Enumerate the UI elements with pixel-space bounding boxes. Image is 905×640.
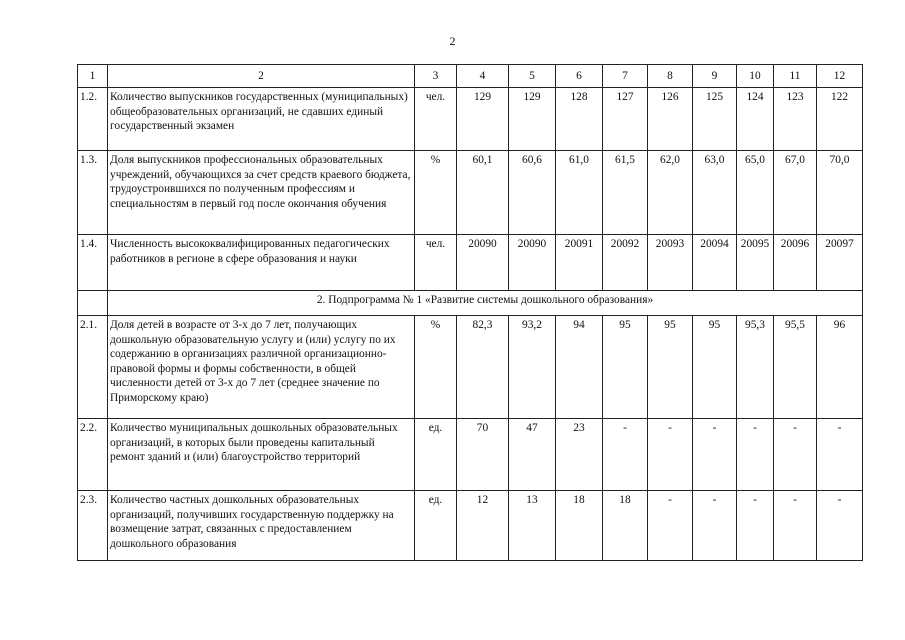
value-cell: - — [693, 491, 737, 561]
value-cell: - — [648, 491, 693, 561]
row-description: Доля выпускников профессиональных образовательных учреждений, обучающихся за счет средств краевого бюджета, трудоустроившихся по полученным профессиям и специальностям в первый год после окончания обучения — [108, 151, 415, 235]
value-cell: - — [737, 491, 774, 561]
indicators-table — [77, 64, 863, 561]
section-number-cell — [78, 291, 108, 316]
value-cell: 123 — [774, 88, 817, 151]
header-cell: 1 — [78, 65, 108, 88]
value-cell: 67,0 — [774, 151, 817, 235]
value-cell: 93,2 — [509, 316, 556, 419]
value-cell: 125 — [693, 88, 737, 151]
row-number: 1.2. — [78, 88, 108, 151]
value-cell: 61,0 — [556, 151, 603, 235]
page-number: 2 — [449, 34, 456, 48]
value-cell: 94 — [556, 316, 603, 419]
value-cell: 20094 — [693, 235, 737, 291]
value-cell: 63,0 — [693, 151, 737, 235]
value-cell: - — [737, 419, 774, 491]
row-unit: чел. — [415, 88, 457, 151]
value-cell: 65,0 — [737, 151, 774, 235]
header-cell: 12 — [817, 65, 863, 88]
value-cell: 20090 — [457, 235, 509, 291]
value-cell: 18 — [603, 491, 648, 561]
value-cell: 60,1 — [457, 151, 509, 235]
row-unit: чел. — [415, 235, 457, 291]
value-cell: 96 — [817, 316, 863, 419]
value-cell: 12 — [457, 491, 509, 561]
row-unit: % — [415, 316, 457, 419]
value-cell: 13 — [509, 491, 556, 561]
value-cell: 20092 — [603, 235, 648, 291]
value-cell: 20096 — [774, 235, 817, 291]
value-cell: - — [603, 419, 648, 491]
value-cell: 20091 — [556, 235, 603, 291]
value-cell: - — [817, 491, 863, 561]
value-cell: 95 — [603, 316, 648, 419]
value-cell: 20093 — [648, 235, 693, 291]
value-cell: - — [774, 491, 817, 561]
header-cell: 9 — [693, 65, 737, 88]
table-row — [78, 151, 863, 235]
value-cell: 122 — [817, 88, 863, 151]
value-cell: 95,3 — [737, 316, 774, 419]
value-cell: - — [774, 419, 817, 491]
row-number: 2.1. — [78, 316, 108, 419]
value-cell: 124 — [737, 88, 774, 151]
header-cell: 10 — [737, 65, 774, 88]
row-number: 2.2. — [78, 419, 108, 491]
row-description: Количество выпускников государственных (муниципальных) общеобразовательных организаций, не сдавших единый государственный экзамен — [108, 88, 415, 151]
value-cell: 95 — [693, 316, 737, 419]
value-cell: 82,3 — [457, 316, 509, 419]
row-description: Численность высококвалифицированных педагогических работников в регионе в сфере образования и науки — [108, 235, 415, 291]
row-number: 1.3. — [78, 151, 108, 235]
row-number: 2.3. — [78, 491, 108, 561]
header-cell: 11 — [774, 65, 817, 88]
header-cell: 3 — [415, 65, 457, 88]
row-unit: ед. — [415, 491, 457, 561]
value-cell: 61,5 — [603, 151, 648, 235]
row-description: Количество частных дошкольных образовательных организаций, получивших государственную поддержку на возмещение затрат, связанных с предоставлением дошкольного образования — [108, 491, 415, 561]
value-cell: 128 — [556, 88, 603, 151]
table-row — [78, 316, 863, 419]
row-description: Количество муниципальных дошкольных образовательных организаций, в которых были проведены капитальный ремонт зданий и (или) благоустройство территорий — [108, 419, 415, 491]
header-cell: 2 — [108, 65, 415, 88]
value-cell: 47 — [509, 419, 556, 491]
value-cell: - — [693, 419, 737, 491]
header-cell: 8 — [648, 65, 693, 88]
header-cell: 5 — [509, 65, 556, 88]
row-description: Доля детей в возрасте от 3-х до 7 лет, получающих дошкольную образовательную услугу и (или) услугу по их содержанию в организациях различной организационно-правовой формы и формы собственности, в общей численности детей от 3-х до 7 лет (среднее значение по Приморскому краю) — [108, 316, 415, 419]
value-cell: 20097 — [817, 235, 863, 291]
header-cell: 7 — [603, 65, 648, 88]
value-cell: - — [648, 419, 693, 491]
table-row — [78, 235, 863, 291]
value-cell: 129 — [509, 88, 556, 151]
row-unit: ед. — [415, 419, 457, 491]
value-cell: 60,6 — [509, 151, 556, 235]
header-cell: 4 — [457, 65, 509, 88]
value-cell: 18 — [556, 491, 603, 561]
value-cell: 70,0 — [817, 151, 863, 235]
value-cell: 95,5 — [774, 316, 817, 419]
table-row — [78, 88, 863, 151]
section-heading: 2. Подпрограмма № 1 «Развитие системы дошкольного образования» — [108, 291, 863, 316]
row-unit: % — [415, 151, 457, 235]
value-cell: 20090 — [509, 235, 556, 291]
value-cell: 126 — [648, 88, 693, 151]
header-cell: 6 — [556, 65, 603, 88]
row-number: 1.4. — [78, 235, 108, 291]
table-row — [78, 419, 863, 491]
table-row — [78, 491, 863, 561]
value-cell: 23 — [556, 419, 603, 491]
table-header-row — [78, 65, 863, 88]
section-row — [78, 291, 863, 316]
value-cell: 129 — [457, 88, 509, 151]
value-cell: 20095 — [737, 235, 774, 291]
value-cell: 127 — [603, 88, 648, 151]
value-cell: 70 — [457, 419, 509, 491]
value-cell: - — [817, 419, 863, 491]
value-cell: 62,0 — [648, 151, 693, 235]
value-cell: 95 — [648, 316, 693, 419]
